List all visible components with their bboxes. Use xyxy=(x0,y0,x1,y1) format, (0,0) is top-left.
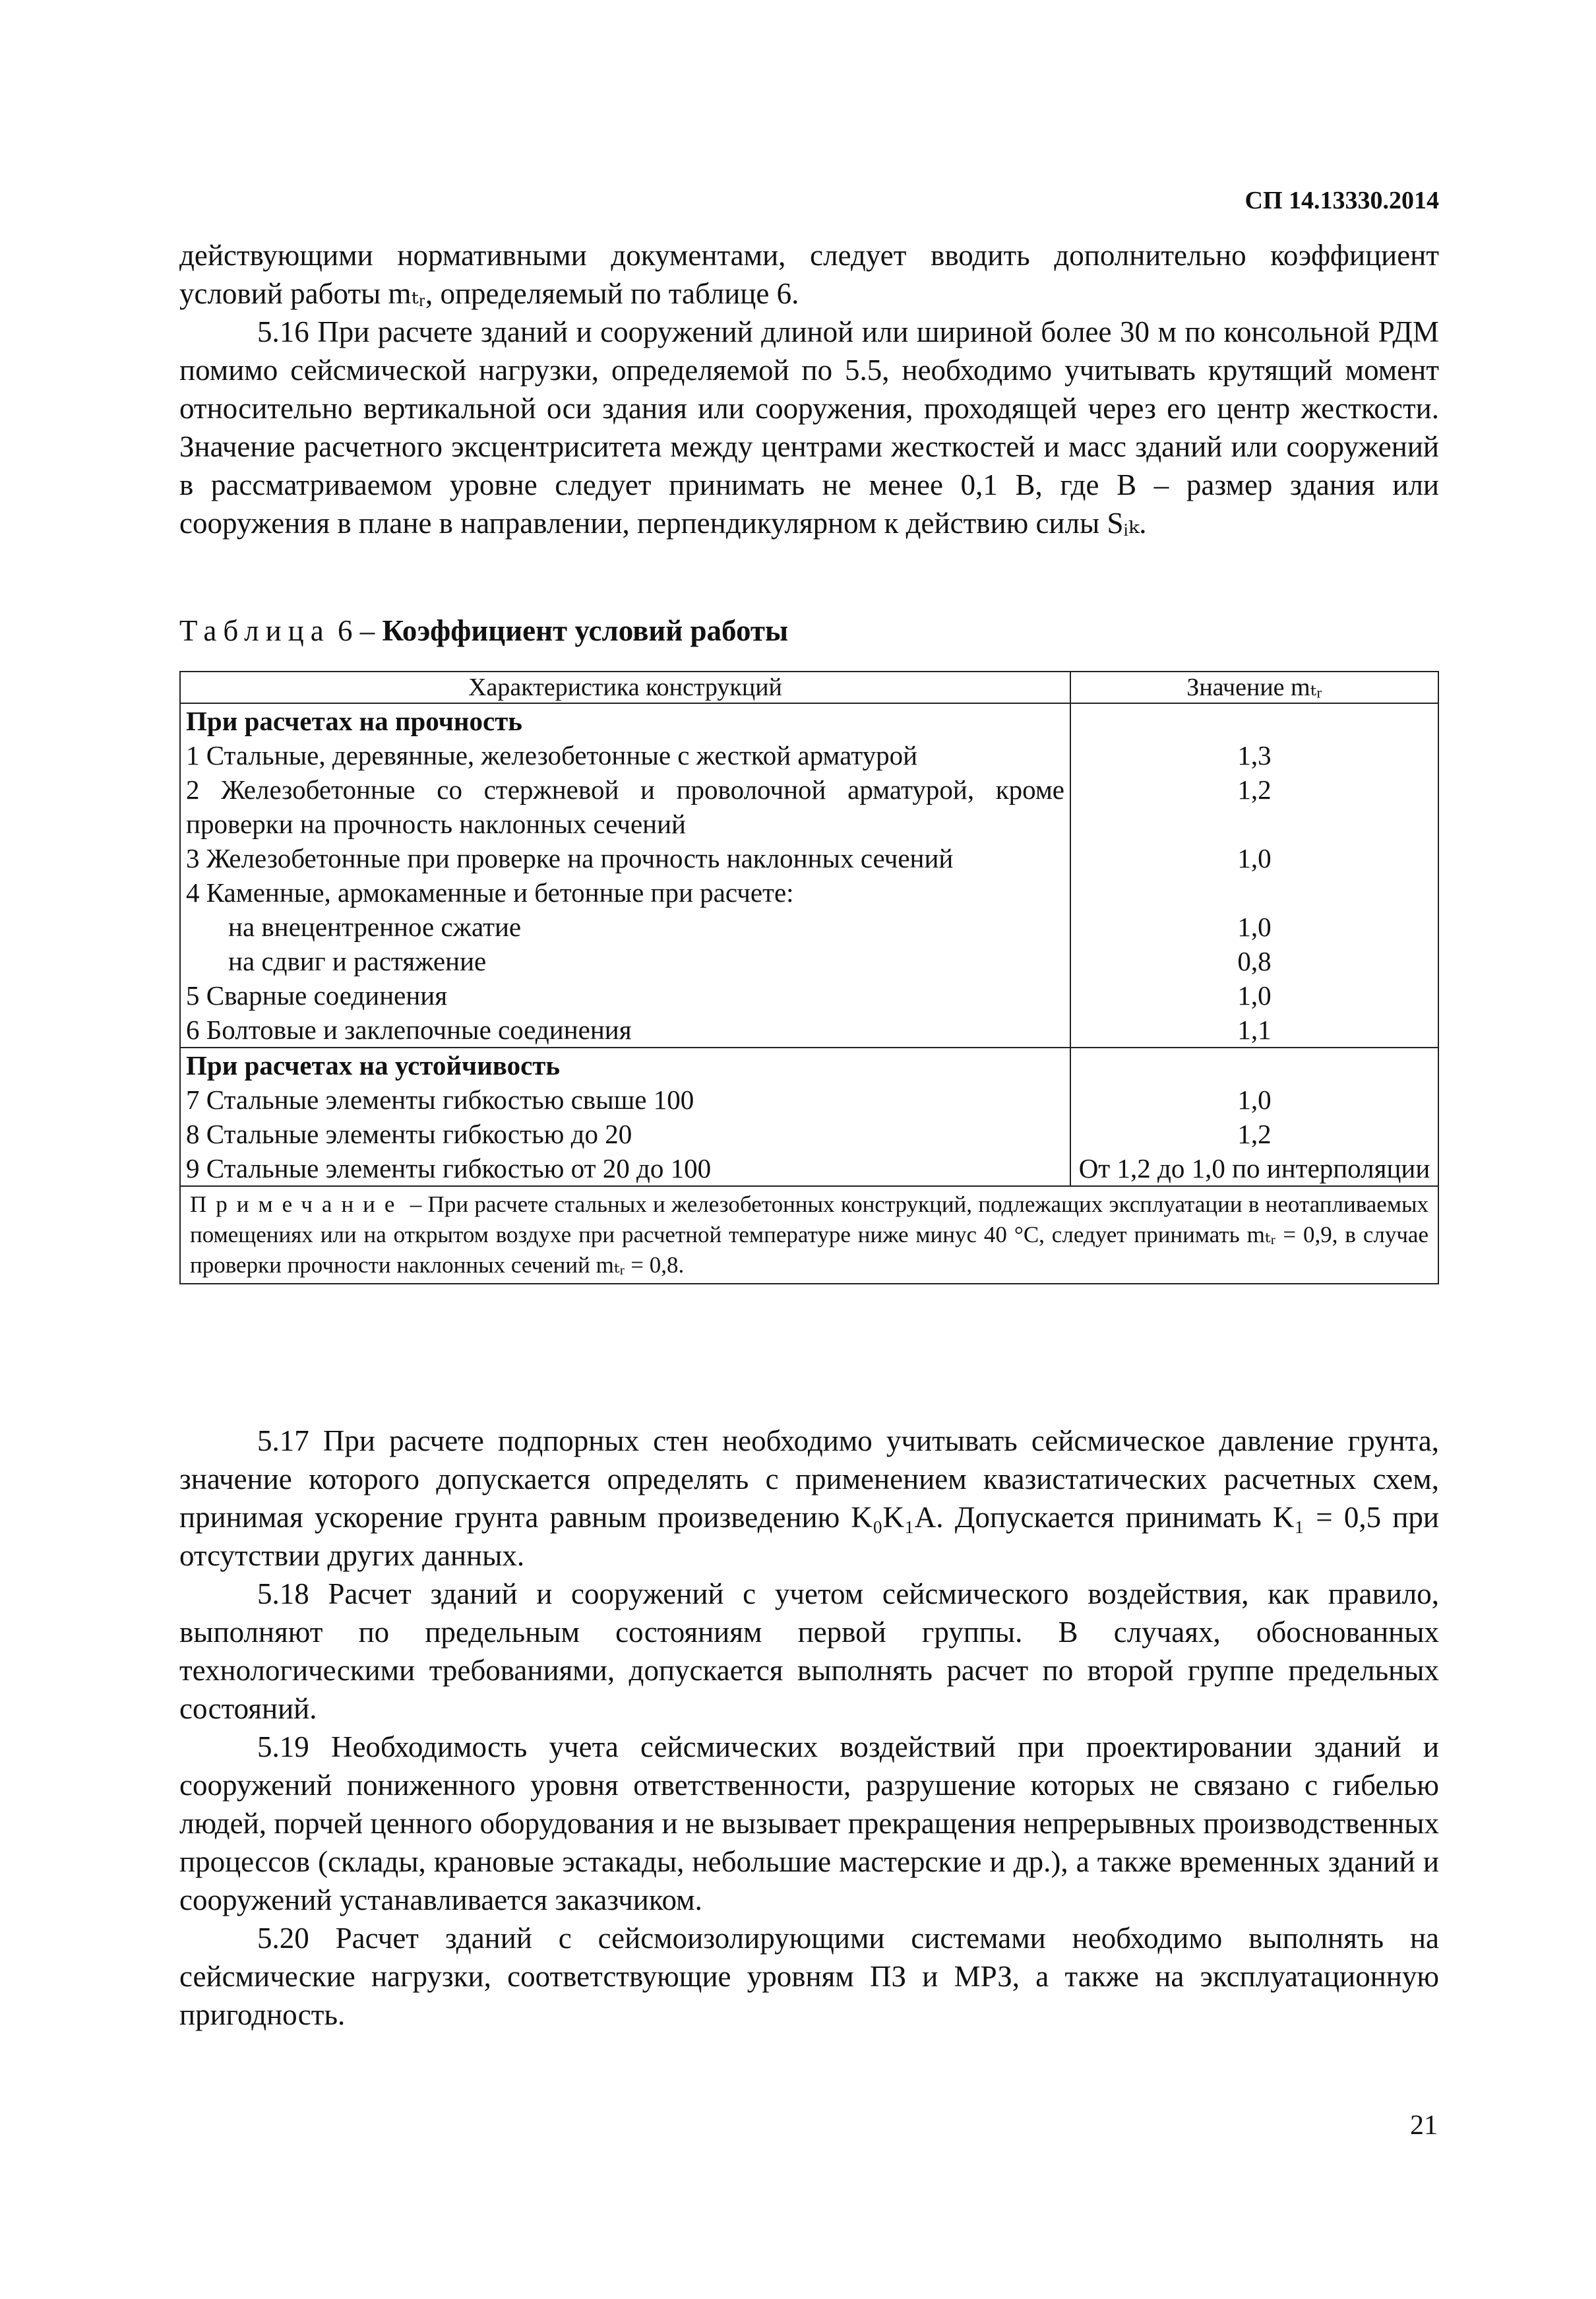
paragraph-5-17: 5.17 При расчете подпорных стен необходимо учитывать сейсмическое давление грунта, значение которого допускается определять с применением квазистатических расчетных схем, принимая ускорение грунта равным произведению K₀K₁A. Допускается принимать K₁ = 0,5 при отсутствии других данных. xyxy=(179,1424,1439,1572)
coefficient-table xyxy=(179,671,1439,1284)
paragraph-5-18: 5.18 Расчет зданий и сооружений с учетом сейсмического воздействия, как правило, выполняют по предельным состояниям первой группы. В случаях, обоснованных технологическими требованиями, допускается выполнять расчет по второй группе предельных состояний. xyxy=(179,1577,1439,1725)
table-cell-value: 1,3 xyxy=(1070,738,1438,772)
table-cell-label: 4 Каменные, армокаменные и бетонные при расчете: xyxy=(180,875,1070,910)
note-label: Примечание xyxy=(190,1191,404,1217)
table-cell-value: 1,0 xyxy=(1070,841,1438,875)
table-cell-label: 8 Стальные элементы гибкостью до 20 xyxy=(180,1117,1070,1151)
table-caption-number: 6 – xyxy=(330,614,383,647)
paragraph-continuation: действующими нормативными документами, следует вводить дополнительно коэффициент условий работы mₜᵣ, определяемый по таблице 6. xyxy=(179,239,1439,310)
table-cell-value xyxy=(1070,1048,1438,1083)
header-value: Значение mₜᵣ xyxy=(1070,672,1438,703)
text-block-bottom xyxy=(179,1422,1439,2034)
table-cell-label: 9 Стальные элементы гибкостью от 20 до 100 xyxy=(180,1151,1070,1186)
paragraph-5-20: 5.20 Расчет зданий с сейсмоизолирующими системами необходимо выполнять на сейсмические нагрузки, соответствующие уровням ПЗ и МРЗ, а также на эксплуатационную пригодность. xyxy=(179,1922,1439,2031)
table-row xyxy=(180,1151,1438,1186)
table-note-row xyxy=(180,1186,1438,1284)
text-block-top xyxy=(179,236,1439,542)
paragraph-5-16: 5.16 При расчете зданий и сооружений длиной или шириной более 30 м по консольной РДМ помимо сейсмической нагрузки, определяемой по 5.5, необходимо учитывать крутящий момент относительно вертикальной оси здания или сооружения, проходящей через его центр жесткости. Значение расчетного эксцентриситета между центрами жесткостей и масс зданий или сооружений в рассматриваемом уровне следует принимать не менее 0,1 B, где B – размер здания или сооружения в плане в направлении, перпендикулярном к действию силы Sᵢₖ. xyxy=(179,315,1439,540)
table-cell-label: 5 Сварные соединения xyxy=(180,978,1070,1013)
table-cell-value: 1,2 xyxy=(1070,772,1438,841)
table-row xyxy=(180,978,1438,1013)
table-row xyxy=(180,875,1438,910)
section-title-strength: При расчетах на прочность xyxy=(180,703,1070,738)
table-cell-value xyxy=(1070,703,1438,738)
table-caption-prefix: Таблица xyxy=(179,614,330,647)
table-cell-label: 7 Стальные элементы гибкостью свыше 100 xyxy=(180,1083,1070,1117)
table-row xyxy=(180,1013,1438,1048)
table-cell-label: на внецентренное сжатие xyxy=(180,910,1070,944)
table-caption xyxy=(179,612,788,650)
paragraph-5-19: 5.19 Необходимость учета сейсмических воздействий при проектировании зданий и сооружений пониженного уровня ответственности, разрушение которых не связано с гибелью людей, порчей ценного оборудования и не вызывает прекращения непрерывных производственных процессов (склады, крановые эстакады, небольшие мастерские и др.), а также временных зданий и сооружений устанавливается заказчиком. xyxy=(179,1730,1439,1916)
section-row-strength xyxy=(180,703,1438,738)
section-row-stability xyxy=(180,1048,1438,1083)
page-number: 21 xyxy=(1410,2110,1438,2141)
table-cell-label: 2 Железобетонные со стержневой и проволочной арматурой, кроме проверки на прочность наклонных сечений xyxy=(180,772,1070,841)
table-cell-value: От 1,2 до 1,0 по интерполяции xyxy=(1070,1151,1438,1186)
table-cell-value: 1,1 xyxy=(1070,1013,1438,1048)
table-note xyxy=(180,1186,1438,1284)
table-cell-label: 1 Стальные, деревянные, железобетонные с жесткой арматурой xyxy=(180,738,1070,772)
table-cell-value: 1,0 xyxy=(1070,910,1438,944)
table-row xyxy=(180,944,1438,978)
table-caption-title: Коэффициент условий работы xyxy=(382,614,789,647)
table-cell-value: 1,0 xyxy=(1070,1083,1438,1117)
table-cell-value: 1,2 xyxy=(1070,1117,1438,1151)
table-row xyxy=(180,772,1438,841)
table-cell-label: 3 Железобетонные при проверке на прочность наклонных сечений xyxy=(180,841,1070,875)
document-code: СП 14.13330.2014 xyxy=(1244,187,1439,214)
table-header-row xyxy=(180,672,1438,703)
note-text: – При расчете стальных и железобетонных конструкций, подлежащих эксплуатации в неотапливаемых помещениях или на открытом воздухе при расчетной температуре ниже минус 40 °С, следует принимать mₜᵣ = 0,9, в случае проверки прочности наклонных сечений mₜᵣ = 0,8. xyxy=(190,1191,1428,1278)
section-title-stability: При расчетах на устойчивость xyxy=(180,1048,1070,1083)
table-row xyxy=(180,910,1438,944)
table-cell-label: на сдвиг и растяжение xyxy=(180,944,1070,978)
table-row xyxy=(180,1117,1438,1151)
table-cell-value: 0,8 xyxy=(1070,944,1438,978)
table-cell-value: 1,0 xyxy=(1070,978,1438,1013)
header-characteristic: Характеристика конструкций xyxy=(180,672,1070,703)
table-row xyxy=(180,738,1438,772)
table-cell-value xyxy=(1070,875,1438,910)
table-cell-label: 6 Болтовые и заклепочные соединения xyxy=(180,1013,1070,1048)
table-row xyxy=(180,841,1438,875)
table-row xyxy=(180,1083,1438,1117)
